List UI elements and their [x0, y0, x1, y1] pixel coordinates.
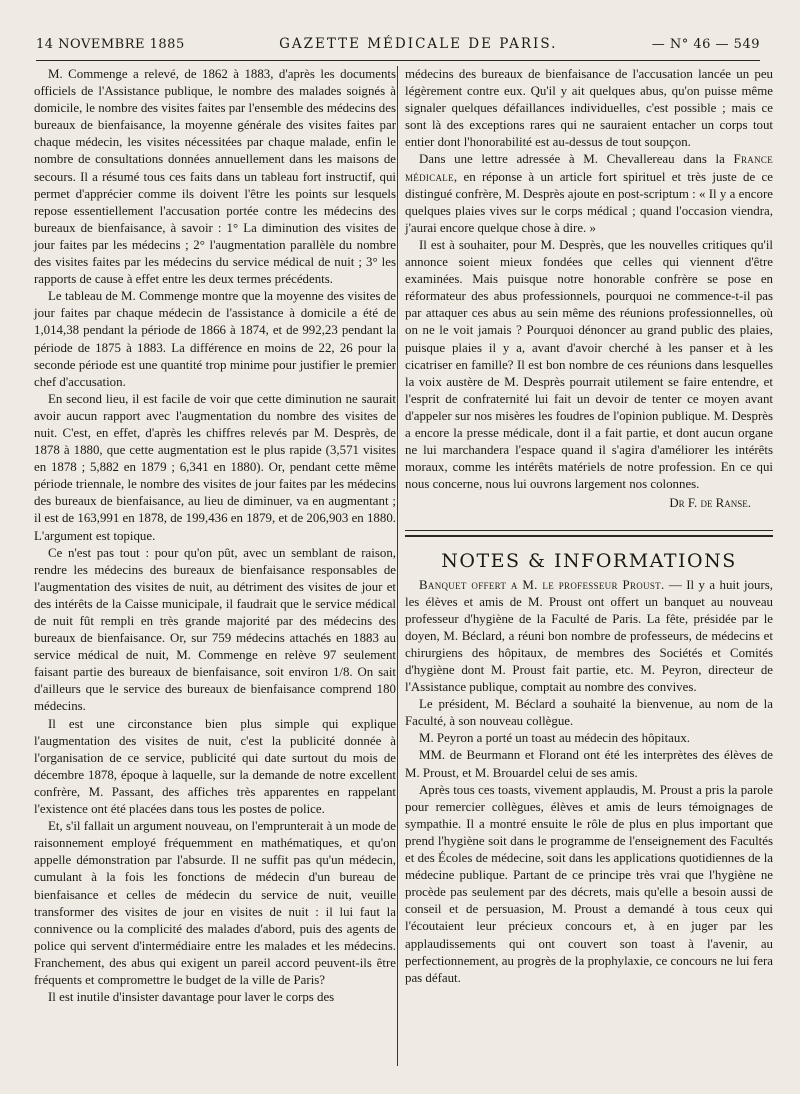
paragraph: M. Peyron a porté un toast au médecin des hôpitaux.	[419, 731, 690, 746]
paragraph: Après tous ces toasts, vivement applaudis, M. Proust a pris la parole pour remercier collègues, élèves et amis de leurs témoignages de sympathie. Il a montré ensuite le rôle de plus en plus important que prend l'hygiène soit dans le programme de l'enseignement des Facultés et des Écoles de médecine, soit dans les applications quotidiennes de la médecine publique. Partant de ce principe très vrai que l'hygiène ne procède pas seulement par des décrets, mais qu'elle a besoin aussi de conseil et de persuasion, M. Proust a demandé à tous ceux qui l'écoutaient leur précieux concours et, à en juger par les applaudissements qui ont couvert son toast à l'avenir, au perfectionnement, au progrès de la prophylaxie, ce concours ne lui fera pas défaut.	[405, 782, 773, 985]
news-item	[405, 577, 773, 697]
author-signature: Dr F. de Ranse.	[669, 496, 751, 511]
paragraph: MM. de Beurmann et Florand ont été les interprètes des élèves de M. Proust, et M. Brouardel celui de ses amis.	[405, 748, 773, 780]
news-item-body: — Il y a huit jours, les élèves et amis de M. Proust ont offert un banquet au nouveau professeur d'hygiène de la Faculté de Paris. La fête, présidée par le doyen, M. Béclard, a réuni bon nombre de professeurs, de médecins et chirurgiens des hôpitaux, de membres des Sociétés et Comités d'hygiène dont M. Proust fait partie, etc. M. Peyron, directeur de l'Assistance publique, comptait au nombre des convives.	[405, 577, 773, 695]
paragraph	[405, 151, 773, 236]
paragraph: Il est une circonstance bien plus simple qui explique l'augmentation des visites de nuit, c'est la publicité donnée à l'organisation de ce service, publicité qui date surtout du mois de décembre 1878, époque à laquelle, sur la demande de notre excellent confrère, M. Passant, des affiches très apparentes en rappelant l'existence ont été placées dans tous les postes de police.	[34, 716, 396, 817]
paragraph: Le président, M. Béclard a souhaité la bienvenue, au nom de la Faculté, à son nouveau collègue.	[405, 697, 773, 729]
paragraph: Et, s'il fallait un argument nouveau, on l'emprunterait à un mode de raisonnement employé fréquemment en mathématiques, et qu'on appelle démonstration par l'absurde. Il ne suffit pas qu'un médecin, cumulant à la fois les fonctions de médecin d'un bureau de bienfaisance et celles de médecin du service de nuit, veuille transformer des visites de jour en visites de nuit : il lui faut la connivence ou la complicité des malades d'abord, puis des agents de police qui servent d'intermédiaire entre les malades et les médecins. Franchement, des abus qui exigent un pareil accord peuvent-ils être fréquents et compromettre le budget de la ville de Paris?	[34, 819, 396, 987]
paragraph: Le tableau de M. Commenge montre que la moyenne des visites de jour faites par chaque médecin de l'assistance à domicile a été de 1,014,38 pendant la période de 1866 à 1874, et de 992,23 pendant la période de 1875 à 1883. La différence en moins de 22, 26 pour la seconde période est une quantité trop minime pour justifier le premier chef d'accusation.	[34, 289, 396, 389]
header-rule	[36, 60, 760, 61]
paragraph: M. Commenge a relevé, de 1862 à 1883, d'après les documents officiels de l'Assistance publique, le nombre des malades soignés à domicile, le nombre des visites faites par l'ensemble des médecins des bureaux de bienfaisance, la moyenne générale des visites faites par chaque médecin, les visites nécessitées par chaque malade, enfin le nombre de consultations données annuellement dans les maisons de secours. Il a résumé tous ces faits dans un tableau fort instructif, qui permet d'apprécier comme ils doivent l'être les points sur lesquels repose essentiellement l'accusation portée contre les médecins des bureaux de bienfaisance, à savoir : 1° La diminution des visites de jour faites par les médecins ; 2° l'augmentation parallèle du nombre des visites faites par les médecins du service médical de nuit ; 3° les rapports de cause à effet entre les deux termes précédents.	[34, 67, 396, 287]
right-column	[405, 66, 773, 987]
paragraph-text: Dans une lettre adressée à M. Chevallereau dans la	[419, 152, 734, 167]
issue-date: 14 NOVEMBRE 1885	[36, 37, 185, 52]
journal-title: GAZETTE MÉDICALE DE PARIS.	[279, 36, 558, 52]
left-column	[34, 66, 396, 1006]
paragraph: Il est inutile d'insister davantage pour laver le corps des	[48, 990, 335, 1005]
paragraph: Ce n'est pas tout : pour qu'on pût, avec un semblant de raison, rendre les médecins des bureaux de bienfaisance responsables de l'augmentation des visites de nuit, au détriment des visites de jour et des intérêts de la Caisse municipale, il faudrait que le service médical de nuit fût rempli en très grande majorité par des médecins des bureaux de bienfaisance. Or, sur 759 médecins attachés en 1883 au service médical de nuit, M. Commenge en relève 97 seulement faisant partie des bureaux de bienfaisance, soit environ 1/8. On sait d'ailleurs que le service des bureaux de bienfaisance comprend 180 médecins.	[34, 545, 396, 714]
page-header	[36, 36, 760, 58]
paragraph: Il est à souhaiter, pour M. Desprès, que les nouvelles critiques qu'il annonce soient mieux fondées que celles qui viennent d'être examinées. Mais puisque notre honorable confrère se pose en réformateur des abus professionnels, pourquoi ne commence-t-il pas par attaquer ces abus au sein même des réunions professionnelles, où on ne le voit jamais ? Pourquoi dénoncer au grand public des plaies, puisque plaies il y a, avant d'avoir cherché à les panser et à les cicatriser en famille? Il est bon nombre de ces réunions dans lesquelles la voix austère de M. Desprès pourrait utilement se faire entendre, et l'esprit de confraternité lui fait un devoir de tenter ce moyen avant d'appeler sur nos misères les foudres de l'opinion publique. M. Desprès a encore la presse médicale, dont il a fait partie, et dont aucun organe ne lui marchandera l'espace quand il s'agira d'améliorer les intérêts moraux, comme les intérêts matériels de notre profession. En ce qui nous concerne, nous lui ouvrons largement nos colonnes.	[405, 237, 773, 492]
section-separator	[405, 530, 773, 537]
journal-name: France médicale	[405, 152, 773, 184]
issue-page-number: — N° 46 — 549	[651, 37, 760, 52]
paragraph: En second lieu, il est facile de voir que cette diminution ne saurait avoir aucun rapport avec l'augmentation du nombre des visites de nuit. C'est, en effet, d'après les chiffres relevés par M. Desprès, de 1878 à 1880, que cette augmentation est le plus rapide (3,571 visites en 1878 ; 5,882 en 1879 ; 6,341 en 1880). Or, pendant cette même période triennale, le nombre des visites de jour faites par les médecins des bureaux de bienfaisance, au lieu de diminuer, va en augmentant ; il est de 163,991 en 1878, de 199,436 en 1879, et de 206,903 en 1880. L'argument est topique.	[34, 391, 396, 543]
paragraph-text: , en réponse à un article fort spirituel et très juste de ce distingué confrère, M. Desprès ajoute en post-scriptum : « Il y a encore quelques plaies vives sur le corps médical ; quand l'occasion viendra, j'aurai encore quelque chose à dire. »	[405, 169, 773, 235]
paragraph: médecins des bureaux de bienfaisance de l'accusation lancée un peu légèrement contre eux. Qu'il y ait quelques abus, qu'on puisse même signaler quelques défaillances individuelles, c'est possible ; mais ce sont là des exceptions rares qui ne sauraient entacher un corps tout entier dont l'honorabilité est au-dessus de tout soupçon.	[405, 67, 773, 150]
news-item-heading: Banquet offert a M. le professeur Proust.	[419, 577, 665, 592]
column-divider	[397, 66, 398, 1066]
section-title: NOTES & INFORMATIONS	[441, 550, 737, 573]
